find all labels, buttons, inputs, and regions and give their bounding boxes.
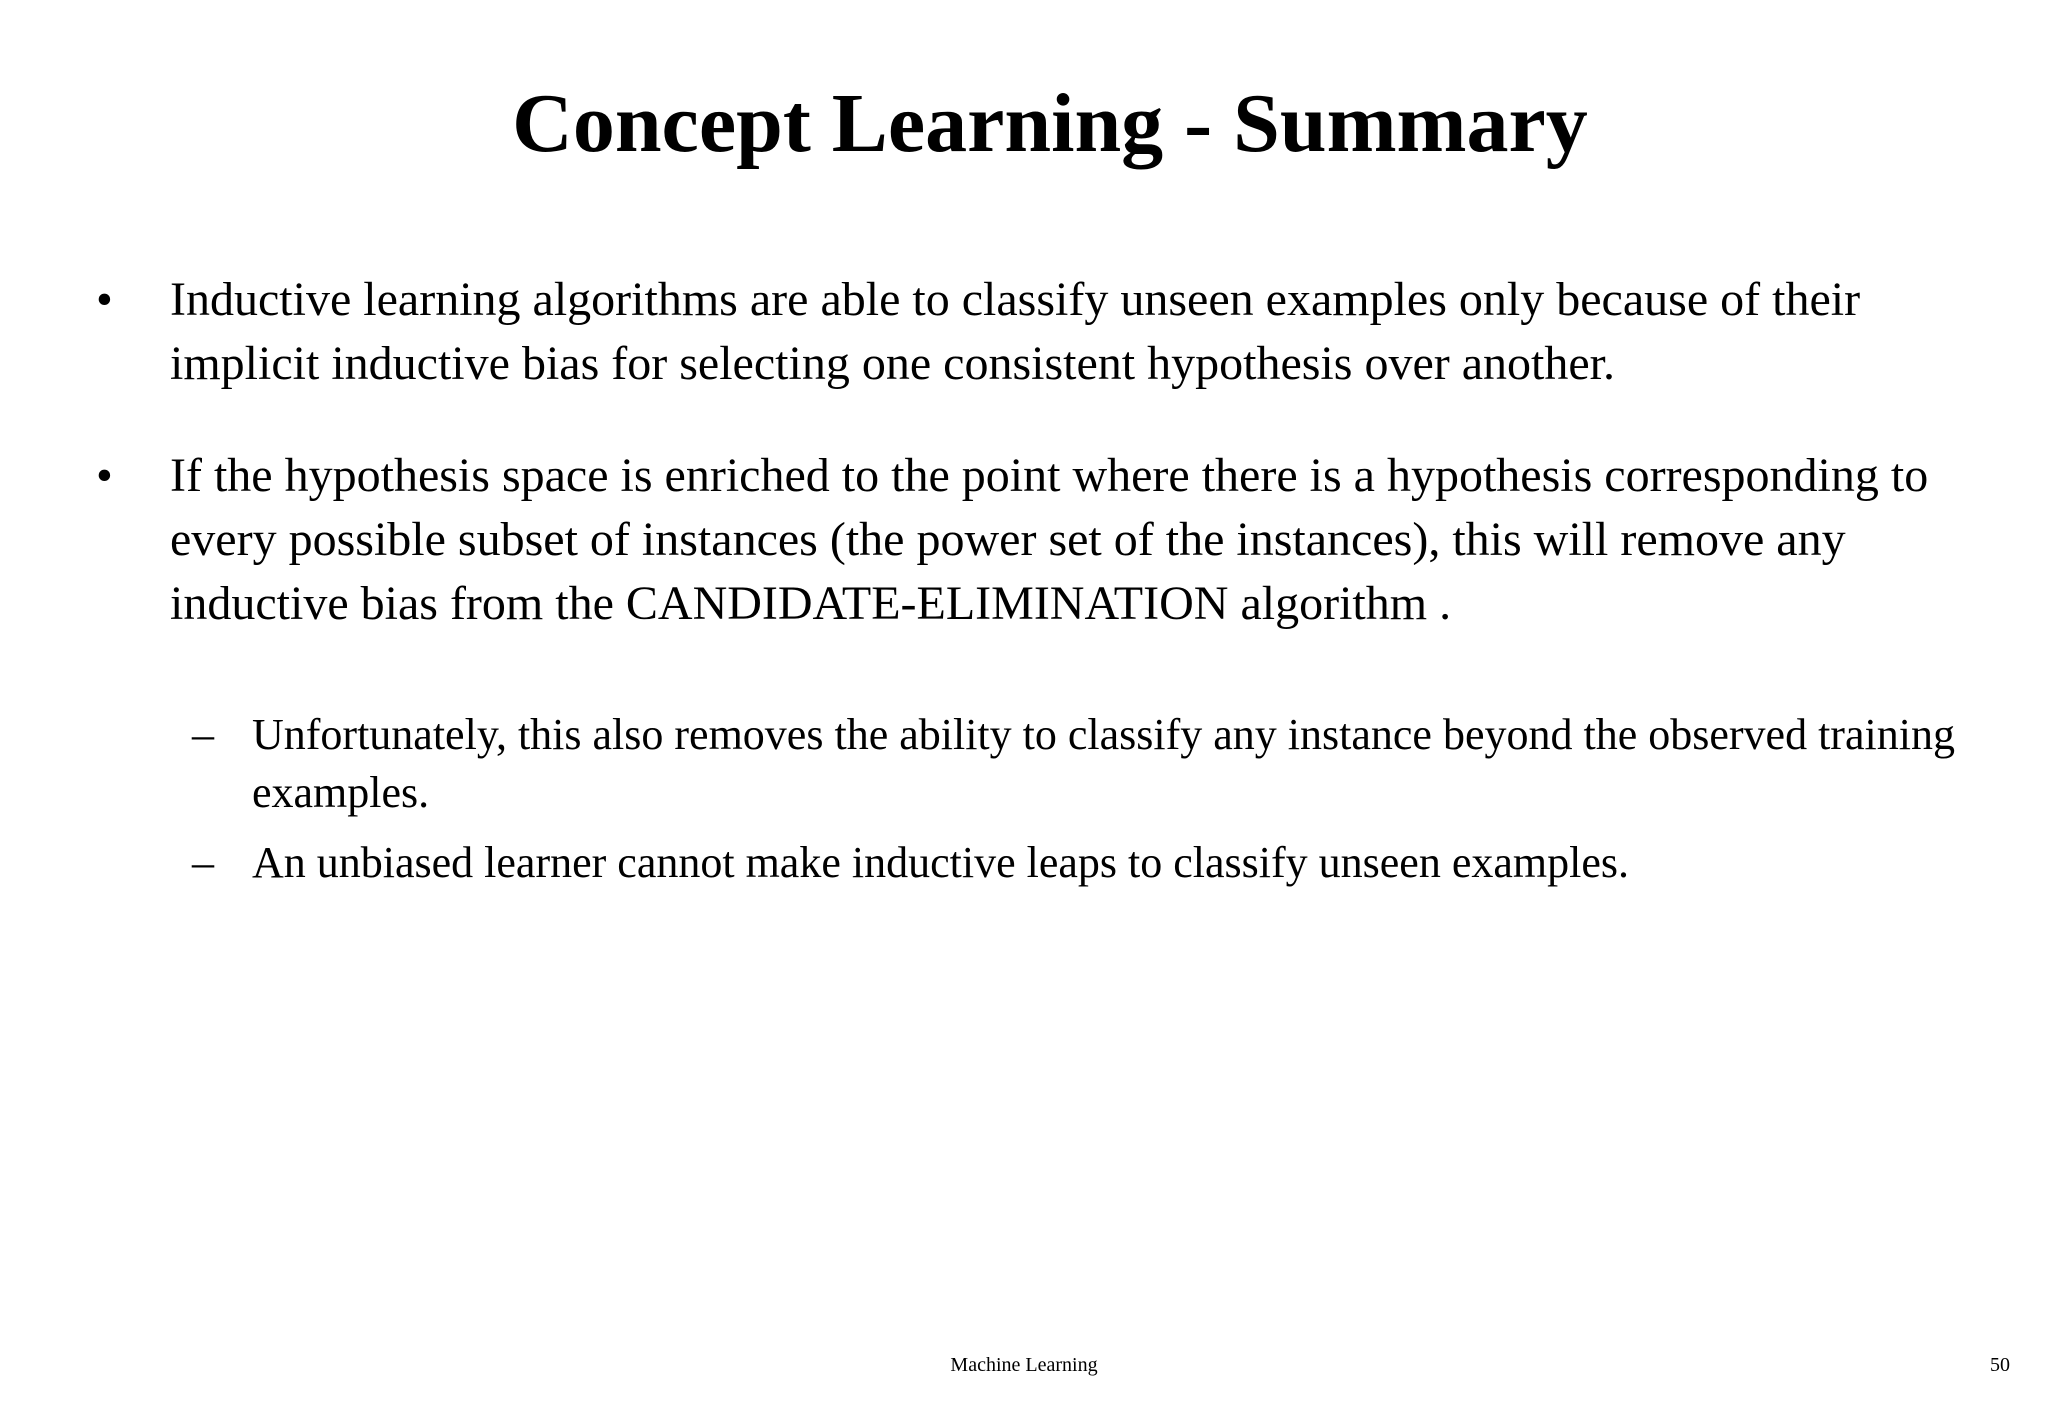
bullet-text: Inductive learning algorithms are able to classify unseen examples only because of their implicit inductive bias for selecting one consistent hypothesis over another. xyxy=(170,273,1861,390)
bullet-marker: • xyxy=(96,449,113,502)
footer-page-number: 50 xyxy=(1990,1354,2010,1376)
sub-bullet-item xyxy=(192,834,1992,892)
sub-bullet-item xyxy=(192,706,1992,822)
sub-bullet-marker: – xyxy=(192,710,214,759)
sub-bullet-marker: – xyxy=(192,838,214,887)
footer-course: Machine Learning xyxy=(950,1354,1098,1376)
bullet-item xyxy=(96,444,1996,636)
bullet-item xyxy=(96,268,1996,396)
bullet-text: If the hypothesis space is enriched to the point where there is a hypothesis corresponding to every possible subset of instances (the power set of the instances), this will remove any inductive bias from the CANDIDATE-ELIMINATION algorithm . xyxy=(170,449,1929,630)
slide-title: Concept Learning - Summary xyxy=(512,77,1588,170)
sub-bullet-text: Unfortunately, this also removes the ability to classify any instance beyond the observed training examples. xyxy=(252,710,1955,817)
sub-bullet-text: An unbiased learner cannot make inductive leaps to classify unseen examples. xyxy=(252,838,1629,887)
bullet-marker: • xyxy=(96,273,113,326)
